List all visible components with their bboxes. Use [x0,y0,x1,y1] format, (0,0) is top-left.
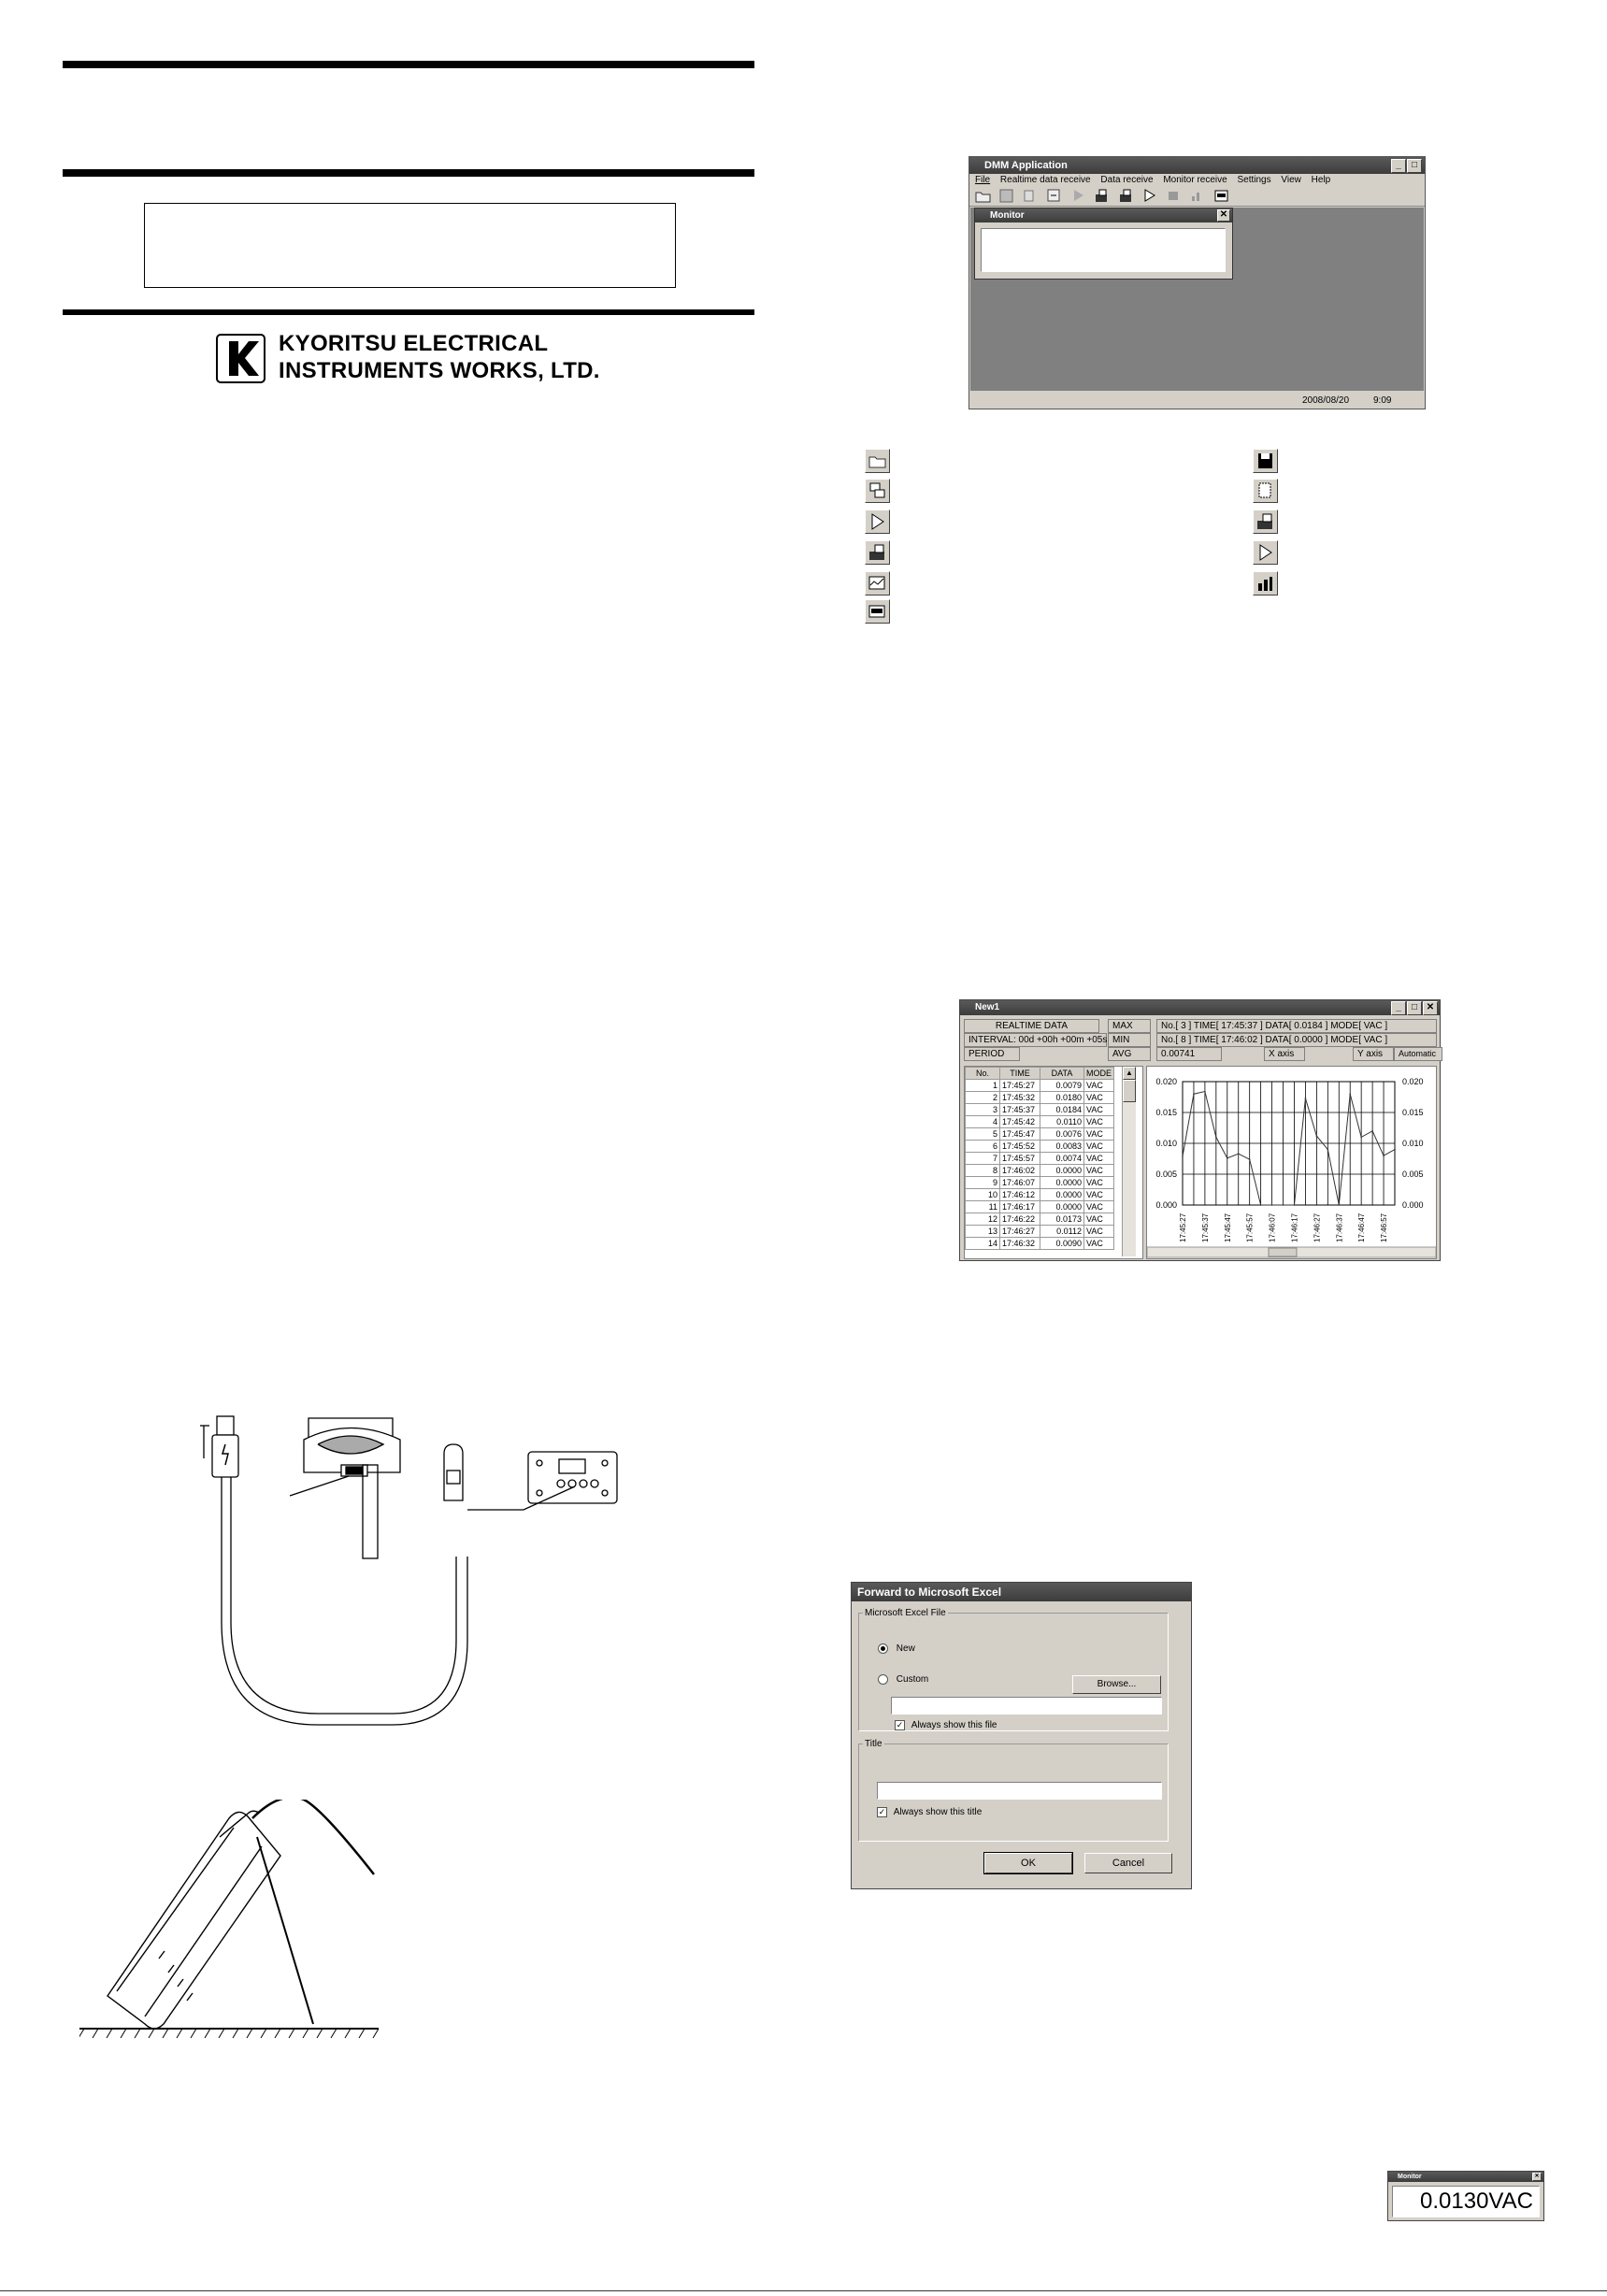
col-data: DATA [1040,1068,1084,1080]
monitor-title: Monitor [990,210,1025,221]
status-date: 2008/08/20 [1302,395,1350,406]
period-field: PERIOD [964,1047,1020,1061]
data-point [1349,1093,1351,1095]
mini-monitor-value: 0.0130VAC [1420,2188,1533,2214]
x-tick-label: 17:46:57 [1380,1213,1389,1242]
table-row [966,1238,1114,1250]
line-chart [1147,1067,1436,1258]
legend-open-icon [865,449,890,473]
scroll-thumb[interactable] [1123,1080,1136,1102]
row-mode: VAC [1084,1177,1114,1189]
data-table [965,1067,1114,1250]
row-time: 17:46:02 [1000,1165,1040,1177]
row-data: 0.0000 [1040,1165,1084,1177]
data-point [1371,1130,1373,1132]
data-point [1294,1204,1296,1206]
y-tick-label-right: 0.005 [1402,1170,1424,1179]
row-time: 17:45:32 [1000,1092,1040,1104]
x-tick-label: 17:45:37 [1200,1213,1210,1242]
table-row [966,1092,1114,1104]
row-no: 12 [966,1213,1000,1226]
col-time: TIME [1000,1068,1040,1080]
page-bottom-rule [0,2290,1607,2291]
always-show-file-label: Always show this file [911,1720,997,1730]
data-point [1271,1204,1273,1206]
play-icon[interactable] [1141,187,1158,205]
mini-monitor-title: Monitor [1398,2174,1422,2180]
table-row [966,1153,1114,1165]
legend-play2-icon [1253,540,1278,565]
data-point [1249,1158,1251,1160]
menu-data-receive[interactable]: Data receive [1100,175,1154,185]
row-time: 17:45:57 [1000,1153,1040,1165]
data-point [1316,1135,1318,1137]
company-logo [216,334,265,383]
table-header-row [966,1068,1114,1080]
avg-value: 0.00741 [1156,1047,1222,1061]
y-tick-label-right: 0.020 [1402,1077,1424,1086]
row-mode: VAC [1084,1213,1114,1226]
dmm-app-titlebar [969,157,1425,174]
y-tick-label-left: 0.020 [1155,1077,1177,1086]
table-row [966,1189,1114,1201]
menu-view[interactable]: View [1281,175,1301,185]
status-time: 9:09 [1373,395,1392,406]
avg-label: AVG [1108,1047,1151,1061]
row-time: 17:45:52 [1000,1141,1040,1153]
row-mode: VAC [1084,1104,1114,1116]
data-point [1394,1149,1396,1151]
row-data: 0.0000 [1040,1177,1084,1189]
row-no: 7 [966,1153,1000,1165]
x-tick-label: 17:45:27 [1179,1213,1187,1242]
row-mode: VAC [1084,1201,1114,1213]
row-time: 17:46:12 [1000,1189,1040,1201]
data-point [1305,1098,1307,1099]
table-row [966,1177,1114,1189]
y-tick-label-left: 0.005 [1155,1170,1177,1179]
checkbox-file-icon[interactable]: ✓ [896,1720,904,1729]
x-tick-label: 17:46:27 [1313,1213,1322,1242]
interval-field: INTERVAL: 00d +00h +00m +05s [964,1033,1107,1047]
max-label: MAX [1108,1019,1151,1033]
row-data: 0.0076 [1040,1128,1084,1141]
data-point [1383,1155,1385,1156]
y-tick-label-right: 0.010 [1402,1139,1424,1148]
x-tick-label: 17:45:47 [1223,1213,1232,1242]
row-time: 17:46:17 [1000,1201,1040,1213]
row-no: 2 [966,1092,1000,1104]
row-mode: VAC [1084,1153,1114,1165]
table-row [966,1128,1114,1141]
title-input[interactable] [877,1782,1162,1800]
radio-custom-icon[interactable] [878,1674,888,1685]
scroll-up-icon[interactable]: ▲ [1123,1067,1136,1080]
row-mode: VAC [1084,1189,1114,1201]
level-icon[interactable] [1188,187,1206,205]
always-show-title-label: Always show this title [893,1807,983,1817]
row-time: 17:46:07 [1000,1177,1040,1189]
legend-receive-icon [865,540,890,565]
realtime-titlebar [960,1000,1440,1015]
row-no: 4 [966,1116,1000,1128]
excel-file-group-label: Microsoft Excel File [865,1608,946,1618]
realtime-maximize-button[interactable]: □ [1407,1001,1422,1015]
radio-custom-label: Custom [896,1674,929,1685]
table-row [966,1104,1114,1116]
forward-excel-icon[interactable] [1045,187,1063,205]
row-no: 9 [966,1177,1000,1189]
legend-transfer-icon [865,479,890,503]
excel-file-path-input[interactable] [891,1697,1162,1715]
min-label: MIN [1108,1033,1151,1047]
dmm-statusbar [969,394,1425,409]
data-point [1360,1137,1362,1139]
min-value: No.[ 8 ] TIME[ 17:46:02 ] DATA[ 0.0000 ] MODE[ VAC ] [1156,1033,1437,1047]
data-point [1338,1204,1340,1206]
title-group-label: Title [865,1739,882,1749]
row-time: 17:45:27 [1000,1080,1040,1092]
x-tick-label: 17:46:37 [1335,1213,1344,1242]
title-box [144,203,676,288]
table-row [966,1116,1114,1128]
minimize-button[interactable]: _ [1391,159,1406,173]
col-mode: MODE [1084,1068,1114,1080]
copy-icon[interactable] [1022,187,1040,205]
dmm-app-window [969,156,1426,409]
table-row [966,1201,1114,1213]
checkbox-title-icon[interactable]: ✓ [878,1807,886,1816]
row-mode: VAC [1084,1092,1114,1104]
data-point [1193,1093,1195,1095]
realtime-minimize-button[interactable]: _ [1391,1001,1406,1015]
table-row [966,1165,1114,1177]
company-name-line2: INSTRUMENTS WORKS, LTD. [279,358,600,383]
realtime-receive-icon[interactable] [1093,187,1111,205]
y-axis-mode[interactable]: Automatic [1394,1047,1442,1061]
dmm-mdi-area [970,208,1424,391]
play-gray-icon[interactable] [1069,187,1087,205]
icon-legend [865,449,1295,622]
data-point [1182,1155,1184,1157]
dmm-app-title: DMM Application [984,160,1068,171]
cancel-button[interactable]: Cancel [1084,1853,1172,1873]
legend-graph-icon [865,571,890,596]
col-no: No. [966,1068,1000,1080]
mini-monitor-display [1392,2186,1540,2217]
radio-custom[interactable] [878,1674,928,1685]
chart-panel [1146,1066,1437,1259]
open-folder-icon[interactable] [974,187,992,205]
data-point [1204,1091,1206,1093]
row-data: 0.0000 [1040,1201,1084,1213]
realtime-title: New1 [975,1002,1000,1012]
monitor-receive-icon[interactable] [1212,187,1230,205]
row-no: 5 [966,1128,1000,1141]
row-no: 14 [966,1238,1000,1250]
mini-monitor-close-button[interactable]: ✕ [1532,2173,1542,2181]
table-row [966,1213,1114,1226]
row-no: 11 [966,1201,1000,1213]
radio-new-label: New [896,1643,915,1654]
data-point [1227,1157,1228,1159]
row-mode: VAC [1084,1128,1114,1141]
data-table-container [964,1066,1143,1259]
row-data: 0.0112 [1040,1226,1084,1238]
mini-monitor-window [1387,2171,1544,2221]
row-no: 3 [966,1104,1000,1116]
usb-cable-illustration [187,1407,654,1744]
row-data: 0.0090 [1040,1238,1084,1250]
legend-save-icon [1253,449,1278,473]
max-value: No.[ 3 ] TIME[ 17:45:37 ] DATA[ 0.0184 ] MODE[ VAC ] [1156,1019,1437,1033]
row-time: 17:46:27 [1000,1226,1040,1238]
row-time: 17:45:37 [1000,1104,1040,1116]
x-tick-label: 17:46:07 [1268,1213,1277,1242]
realtime-window [959,999,1441,1261]
menu-file[interactable]: File [975,175,991,185]
y-axis-button[interactable]: Y axis [1353,1047,1394,1061]
stop-icon[interactable] [1165,187,1183,205]
table-row [966,1080,1114,1092]
row-data: 0.0184 [1040,1104,1084,1116]
row-data: 0.0083 [1040,1141,1084,1153]
row-mode: VAC [1084,1080,1114,1092]
row-time: 17:45:42 [1000,1116,1040,1128]
row-no: 13 [966,1226,1000,1238]
row-data: 0.0000 [1040,1189,1084,1201]
row-no: 1 [966,1080,1000,1092]
row-mode: VAC [1084,1238,1114,1250]
row-no: 8 [966,1165,1000,1177]
data-receive-icon[interactable] [1117,187,1135,205]
table-row [966,1226,1114,1238]
row-data: 0.0079 [1040,1080,1084,1092]
data-point [1238,1153,1240,1155]
excel-dialog [851,1582,1192,1889]
row-time: 17:46:22 [1000,1213,1040,1226]
y-tick-label-right: 0.000 [1402,1200,1424,1210]
legend-copy-icon [1253,479,1278,503]
top-rule [63,61,754,68]
data-point [1327,1149,1329,1151]
y-tick-label-left: 0.000 [1155,1200,1177,1210]
row-no: 6 [966,1141,1000,1153]
x-tick-label: 17:46:17 [1290,1213,1299,1242]
bottom-rule [63,309,754,315]
save-icon[interactable] [997,187,1015,205]
y-tick-label-right: 0.015 [1402,1108,1424,1117]
row-data: 0.0110 [1040,1116,1084,1128]
row-mode: VAC [1084,1141,1114,1153]
maximize-button[interactable]: □ [1407,159,1422,173]
dmm-menubar [969,174,1425,187]
row-data: 0.0180 [1040,1092,1084,1104]
ok-button[interactable]: OK [984,1853,1072,1873]
radio-new[interactable] [878,1643,915,1654]
always-show-file-checkbox[interactable] [895,1720,997,1730]
data-point [1260,1204,1262,1206]
row-mode: VAC [1084,1165,1114,1177]
row-no: 10 [966,1189,1000,1201]
dmm-toolbar [969,187,1425,207]
monitor-display [981,228,1226,272]
menu-help[interactable]: Help [1311,175,1331,185]
browse-button[interactable]: Browse... [1072,1675,1161,1694]
chart-scroll-thumb [1269,1248,1297,1256]
row-data: 0.0074 [1040,1153,1084,1165]
data-point [1215,1137,1217,1139]
mid-rule [63,169,754,177]
data-point [1283,1204,1284,1206]
row-time: 17:45:47 [1000,1128,1040,1141]
legend-monitor-icon [865,599,890,624]
realtime-close-button[interactable]: ✕ [1423,1001,1438,1015]
row-data: 0.0173 [1040,1213,1084,1226]
legend-level-icon [1253,571,1278,596]
y-tick-label-left: 0.010 [1155,1139,1177,1148]
x-tick-label: 17:45:57 [1245,1213,1255,1242]
legend-data-receive-icon [1253,509,1278,534]
x-tick-label: 17:46:47 [1357,1213,1367,1242]
row-mode: VAC [1084,1116,1114,1128]
x-axis-button[interactable]: X axis [1264,1047,1305,1061]
meter-stand-illustration [79,1800,388,2043]
always-show-title-checkbox[interactable] [877,1807,982,1817]
monitor-subwindow [974,208,1233,280]
monitor-close-button[interactable]: ✕ [1217,209,1230,222]
excel-dialog-titlebar [852,1583,1191,1601]
radio-new-icon[interactable] [878,1643,888,1654]
table-row [966,1141,1114,1153]
realtime-label: REALTIME DATA [964,1019,1099,1033]
monitor-titlebar [975,208,1232,222]
menu-realtime[interactable]: Realtime data receive [999,175,1091,185]
menu-settings[interactable]: Settings [1237,175,1271,185]
row-mode: VAC [1084,1226,1114,1238]
table-scrollbar[interactable] [1122,1067,1136,1256]
legend-play-icon [865,509,890,534]
excel-dialog-title: Forward to Microsoft Excel [857,1586,1002,1599]
y-tick-label-left: 0.015 [1155,1108,1177,1117]
row-time: 17:46:32 [1000,1238,1040,1250]
menu-monitor-receive[interactable]: Monitor receive [1163,175,1227,185]
company-name-line1: KYORITSU ELECTRICAL [279,331,549,356]
mini-monitor-titlebar [1388,2172,1543,2182]
